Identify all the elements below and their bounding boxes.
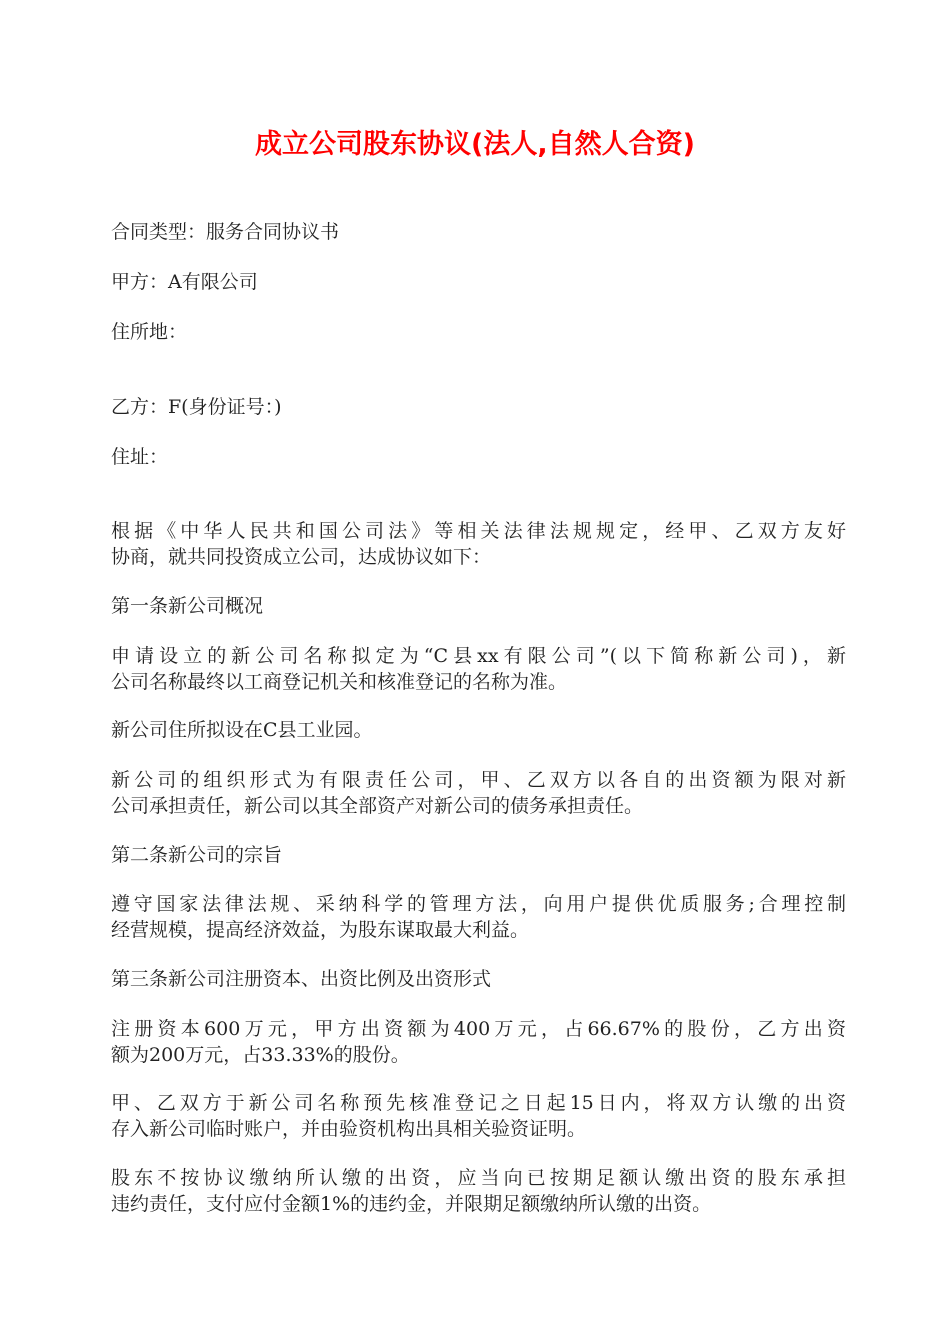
article2-heading: 第二条新公司的宗旨 (111, 844, 283, 866)
paragraph-line: 注册资本600万元，甲方出资额为400万元，占66.67%的股份，乙方出资 (111, 1018, 846, 1040)
paragraph-line: 股东不按协议缴纳所认缴的出资，应当向已按期足额认缴出资的股东承担 (111, 1167, 846, 1189)
article3-paragraph-2 (111, 1090, 846, 1142)
paragraph-line: 申请设立的新公司名称拟定为“C县xx有限公司”(以下简称新公司)，新 (111, 645, 846, 667)
paragraph-line: 经营规模，提高经济效益，为股东谋取最大利益。 (111, 919, 530, 941)
paragraph-line: 遵守国家法律法规、采纳科学的管理方法，向用户提供优质服务;合理控制 (111, 893, 846, 915)
article2-paragraph-1 (111, 891, 846, 943)
article3-paragraph-3 (111, 1165, 846, 1217)
paragraph-line: 存入新公司临时账户，并由验资机构出具相关验资证明。 (111, 1118, 587, 1140)
paragraph-line: 甲、乙双方于新公司名称预先核准登记之日起15日内，将双方认缴的出资 (111, 1092, 846, 1114)
document-title: 成立公司股东协议(法人,自然人合资) (255, 129, 695, 160)
preamble-paragraph (111, 518, 846, 570)
article1-heading: 第一条新公司概况 (111, 595, 264, 617)
article1-paragraph-2: 新公司住所拟设在C县工业园。 (111, 719, 373, 741)
article3-paragraph-1 (111, 1016, 846, 1068)
party-a-address: 住所地： (111, 321, 188, 343)
paragraph-line: 额为200万元，占33.33%的股份。 (111, 1044, 410, 1066)
article3-heading: 第三条新公司注册资本、出资比例及出资形式 (111, 968, 492, 990)
article1-paragraph-3 (111, 767, 846, 819)
paragraph-line: 根据《中华人民共和国公司法》等相关法律法规规定，经甲、乙双方友好 (111, 520, 846, 542)
contract-type: 合同类型：服务合同协议书 (111, 221, 340, 243)
party-a: 甲方：A有限公司 (111, 271, 258, 293)
paragraph-line: 公司承担责任，新公司以其全部资产对新公司的债务承担责任。 (111, 795, 644, 817)
paragraph-line: 协商，就共同投资成立公司，达成协议如下： (111, 546, 492, 568)
paragraph-line: 违约责任，支付应付金额1%的违约金，并限期足额缴纳所认缴的出资。 (111, 1193, 712, 1215)
party-b-address: 住址： (111, 446, 169, 468)
party-b: 乙方：F(身份证号：) (111, 396, 282, 418)
article1-paragraph-1 (111, 643, 846, 695)
paragraph-line: 新公司的组织形式为有限责任公司，甲、乙双方以各自的出资额为限对新 (111, 769, 846, 791)
paragraph-line: 公司名称最终以工商登记机关和核准登记的名称为准。 (111, 671, 568, 693)
